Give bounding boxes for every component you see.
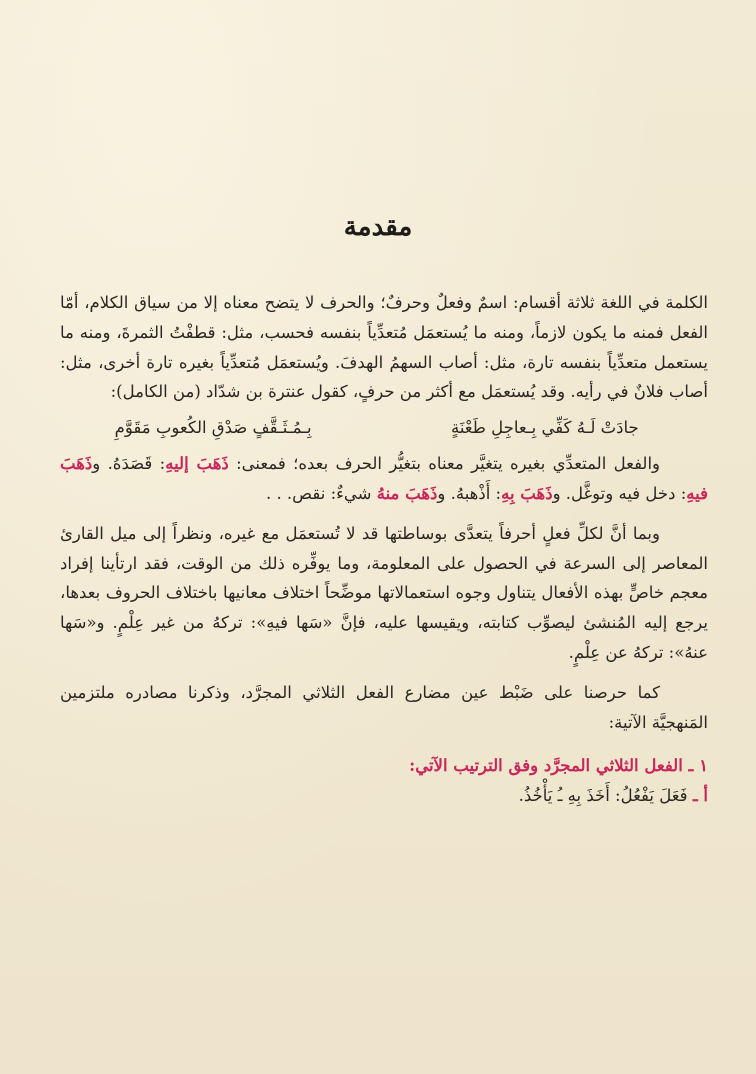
meaning-1: : قَصَدَهُ. و bbox=[92, 454, 166, 474]
section-heading: ١ ـ الفعل الثلاثي المجرَّد وفق الترتيب الآتي: bbox=[409, 756, 708, 776]
paragraph-examples bbox=[60, 449, 708, 509]
verse-second-hemistich: بِـمُـثَـقَّفٍ صَدْقِ الكُعوبِ مَقَوَّمِ bbox=[114, 418, 312, 438]
pattern-line bbox=[60, 781, 708, 811]
meaning-2: : دخل فيه وتوغَّل. و bbox=[552, 483, 687, 503]
verse-first-hemistich: جادَتْ لَـهُ كَفِّي بِـعاجِلِ طَعْنَةٍ bbox=[450, 418, 639, 438]
paragraph-purpose: وبما أنَّ لكلِّ فعلٍ أحرفاً يتعدَّى بوساطتها قد لا تُستعمَل مع غيره، ونظراً إلى ميل القارئ المعاصر إلى السرعة في الحصول على المعلومة، وما يوفِّره ذلك من الوقت، فقد ارتأينا إفراد معجم خاصٍّ بهذه الأفعال يتناول وجوه استعمالاتها موضِّحاً اختلاف معانيها باختلاف الحروف بعدها، يرجع إليه المُنشئ ليصوِّب كتابته، ويقيسها عليه، فإنَّ «سَها فيهِ»: تركهُ من غير عِلْمٍ. و«سَها عنهُ»: تركهُ عن عِلْمٍ. bbox=[60, 523, 708, 662]
spacer bbox=[60, 509, 708, 519]
page-title: مقدمة bbox=[343, 212, 413, 242]
keyword-dhahaba-bihi: ذَهَبَ بِهِ bbox=[501, 483, 553, 503]
bleed-through-text bbox=[330, 118, 540, 148]
body-text bbox=[60, 288, 708, 811]
paragraph-method: كما حرصنا على ضَبْط عين مضارع الفعل الثلاثي المجرَّد، وذكرنا مصادره ملتزمين المَنهجيَّة الآتية: bbox=[60, 682, 708, 732]
spacer bbox=[60, 668, 708, 678]
meaning-3: : أَذْهبهُ. و bbox=[437, 483, 502, 503]
keyword-dhahaba-fihi: ذَهَبَ فيهِ bbox=[60, 454, 708, 503]
pattern-label: أ ـ bbox=[692, 786, 708, 806]
keyword-dhahaba-minhu: ذَهَبَ منهُ bbox=[376, 483, 438, 503]
paragraph-intro: الكلمة في اللغة ثلاثة أقسام: اسمٌ وفعلٌ وحرفٌ؛ والحرف لا يتضح معناه إلا من سياق الكلام، أمّا الفعل فمنه ما يكون لازماً، ومنه ما يُستعمَل مُتعدِّياً بنفسه فحسب، مثل: قطفْتُ الثمرةَ، ومنه ما يستعمل متعدِّياً بنفسه تارة، مثل: أصاب السهمُ الهدفَ. ويُستعمَل مُتعدِّياً بغيره تارة أخرى، مثل: أصاب فلانٌ في رأيه. وقد يُستعمَل مع أكثر من حرفٍ، كقول عنترة بن شدّاد (من الكامل): bbox=[60, 293, 708, 402]
poem-verse bbox=[60, 407, 708, 449]
examples-intro: والفعل المتعدِّي بغيره يتغيَّر معناه بتغيُّر الحرف بعده؛ فمعنى: bbox=[228, 454, 661, 474]
pattern-text: فَعَلَ يَفْعُلُ: أَخَذَ بِهِ ـُ يَأْخُذُ. bbox=[518, 786, 693, 806]
keyword-dhahaba-ilayhi: ذَهَبَ إليهِ bbox=[165, 454, 229, 474]
meaning-4: شيءٌ: نقص. . . bbox=[265, 483, 377, 503]
